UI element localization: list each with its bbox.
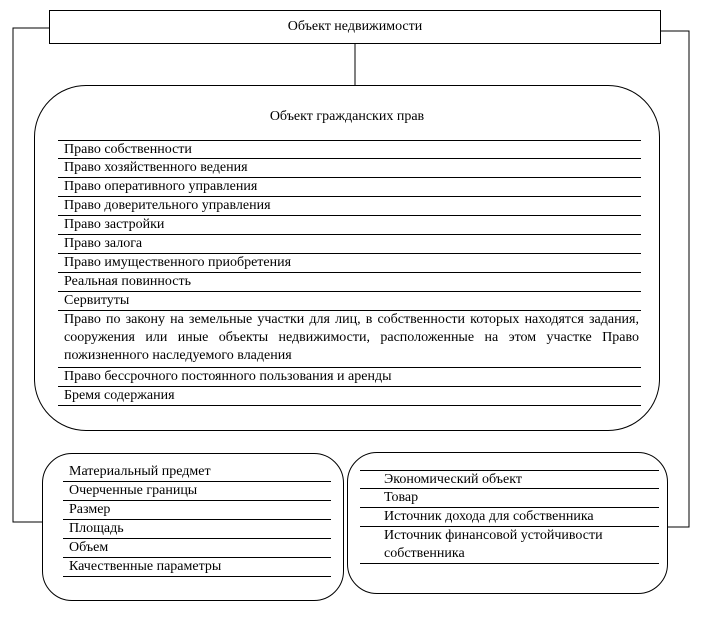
list-item: Размер [63, 501, 331, 520]
list-item: Товар [360, 489, 659, 508]
list-item: Источник финансовой устойчивости собственника [360, 527, 659, 564]
list-item: Площадь [63, 520, 331, 539]
list-item: Право залога [58, 235, 641, 254]
list-item: Право оперативного управления [58, 178, 641, 197]
list-item: Право хозяйственного ведения [58, 159, 641, 178]
list-item: Право собственности [58, 140, 641, 159]
list-item: Право бессрочного постоянного пользования и аренды [58, 368, 641, 387]
list-item: Право по закону на земельные участки для лиц, в собственности которых находятся задания, сооружения или иные объекты недвижимости, расположенные на этом участке Право пожизненного наследуемого владения [58, 311, 641, 368]
civil-rights-list [58, 140, 641, 406]
list-item: Материальный предмет [63, 463, 331, 482]
real-estate-object-box [49, 10, 661, 44]
physical-object-list [63, 463, 331, 577]
list-item: Реальная повинность [58, 273, 641, 292]
list-item: Очерченные границы [63, 482, 331, 501]
real-estate-object-title: Объект недвижимости [287, 19, 423, 34]
list-item: Сервитуты [58, 292, 641, 311]
list-item: Право имущественного приобретения [58, 254, 641, 273]
civil-rights-box [34, 85, 660, 431]
list-item: Право застройки [58, 216, 641, 235]
economic-object-list [360, 470, 659, 564]
physical-object-box [42, 453, 344, 601]
civil-rights-title: Объект гражданских прав [269, 109, 425, 124]
list-item: Источник дохода для собственника [360, 508, 659, 527]
list-item: Качественные параметры [63, 558, 331, 577]
list-item: Бремя содержания [58, 387, 641, 406]
list-item: Объем [63, 539, 331, 558]
economic-object-box [347, 452, 668, 594]
connector-right-branch [661, 31, 689, 527]
list-item: Право доверительного управления [58, 197, 641, 216]
list-item: Экономический объект [360, 470, 659, 489]
